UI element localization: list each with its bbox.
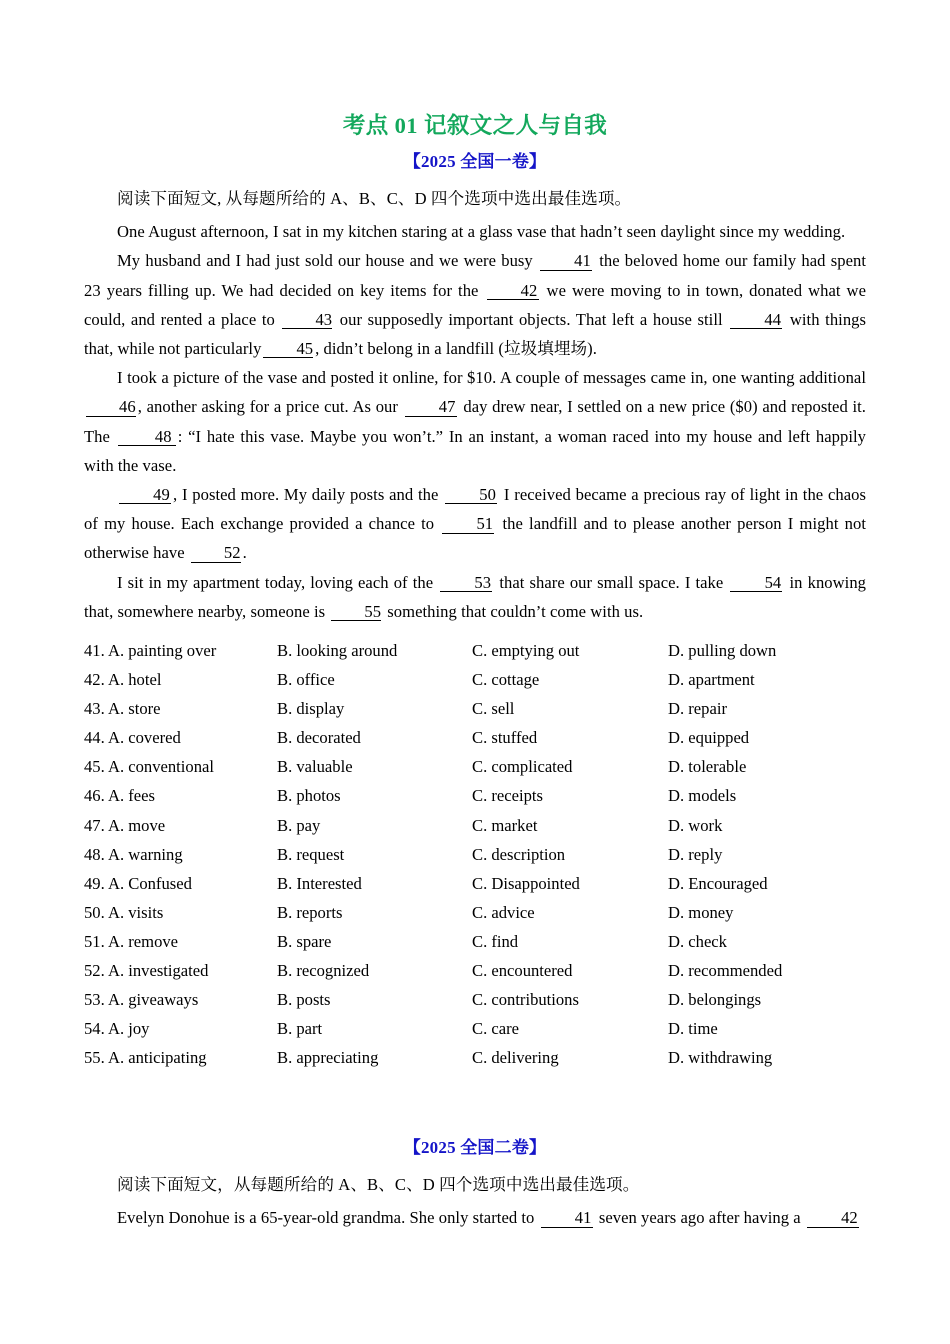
option-b[interactable]: B. pay <box>277 815 321 835</box>
option-a[interactable] <box>84 665 277 694</box>
option-c[interactable]: C. market <box>472 815 538 835</box>
option-a-label: A. anticipating <box>107 1048 207 1068</box>
option-a[interactable] <box>84 781 277 810</box>
option-a[interactable] <box>84 1043 277 1072</box>
option-a-label: A. conventional <box>107 757 214 777</box>
blank-47[interactable]: 47 <box>405 398 457 416</box>
option-a-label: A. joy <box>107 1019 150 1039</box>
section-spacer <box>84 1072 866 1138</box>
passage-paragraph-2 <box>84 246 866 363</box>
option-number: 55. <box>84 1048 105 1068</box>
option-number: 49. <box>84 873 105 893</box>
option-a-label: A. remove <box>107 931 179 951</box>
options-row <box>84 694 866 723</box>
passage-text: in knowing that, somewhere nearby, someone is <box>84 572 867 621</box>
blank-41[interactable]: 41 <box>540 252 592 270</box>
option-d[interactable]: D. Encouraged <box>668 873 768 893</box>
option-c[interactable]: C. contributions <box>472 990 579 1010</box>
option-d[interactable]: D. check <box>668 931 727 951</box>
option-a-label: A. hotel <box>107 670 162 690</box>
option-b[interactable]: B. request <box>277 844 345 864</box>
option-d[interactable]: D. recommended <box>668 960 783 980</box>
options-row <box>84 723 866 752</box>
options-row <box>84 840 866 869</box>
option-number: 48. <box>84 844 105 864</box>
option-b[interactable]: B. part <box>277 1019 323 1039</box>
option-number: 45. <box>84 757 105 777</box>
option-c[interactable]: C. emptying out <box>472 640 580 660</box>
option-b[interactable]: B. appreciating <box>277 1048 379 1068</box>
option-b[interactable]: B. display <box>277 699 345 719</box>
option-c[interactable]: C. receipts <box>472 786 543 806</box>
option-number: 46. <box>84 786 105 806</box>
blank-52[interactable]: 52 <box>191 544 241 562</box>
option-a-label: A. investigated <box>107 960 209 980</box>
options-row <box>84 752 866 781</box>
option-number: 53. <box>84 990 105 1010</box>
options-row <box>84 898 866 927</box>
option-number: 50. <box>84 902 105 922</box>
option-d[interactable]: D. repair <box>668 699 727 719</box>
option-number: 54. <box>84 1019 105 1039</box>
passage-text: with things that, while not particularly <box>84 309 867 358</box>
option-c[interactable]: C. advice <box>472 902 535 922</box>
option-d[interactable]: D. withdrawing <box>668 1048 773 1068</box>
passage-text: , I posted more. My daily posts and the <box>173 484 439 504</box>
options-row <box>84 927 866 956</box>
document-content <box>84 0 866 1233</box>
option-d[interactable]: D. pulling down <box>668 640 777 660</box>
passage-text: Evelyn Donohue is a 65-year-old grandma. She only started to <box>117 1208 535 1228</box>
option-c[interactable]: C. sell <box>472 699 515 719</box>
option-a[interactable] <box>84 811 277 840</box>
option-c[interactable]: C. find <box>472 931 519 951</box>
blank-49[interactable]: 49 <box>119 486 171 504</box>
option-b[interactable]: B. valuable <box>277 757 353 777</box>
option-a-label: A. covered <box>107 728 181 748</box>
option-c[interactable]: C. delivering <box>472 1048 559 1068</box>
passage-text: , another asking for a price cut. As our <box>137 397 398 417</box>
option-a-label: A. visits <box>107 902 164 922</box>
blank-46[interactable]: 46 <box>86 398 136 416</box>
passage-text: One August afternoon, I sat in my kitchen staring at a glass vase that hadn’t seen daylight since my wedding. <box>117 222 846 242</box>
blank-50[interactable]: 50 <box>445 486 497 504</box>
options-row <box>84 665 866 694</box>
options-row <box>84 636 866 665</box>
options-row <box>84 811 866 840</box>
passage-text: we were moving to in town, donated what we could, and rented a place to <box>84 280 866 329</box>
option-a-label: A. Confused <box>107 873 192 893</box>
option-a[interactable] <box>84 636 277 665</box>
passage-text: our supposedly important objects. That left a house still <box>339 309 723 329</box>
option-a-label: A. store <box>107 699 161 719</box>
option-c[interactable]: C. care <box>472 1019 519 1039</box>
page-title: 考点 01 记叙文之人与自我 <box>342 113 608 138</box>
blank-s2-42[interactable]: 42 <box>807 1209 859 1227</box>
paper-heading-national-paper-2: 【2025 全国二卷】 <box>403 1138 547 1158</box>
option-d[interactable]: D. models <box>668 786 737 806</box>
blank-51[interactable]: 51 <box>442 515 494 533</box>
option-b[interactable]: B. looking around <box>277 640 398 660</box>
options-row <box>84 1014 866 1043</box>
option-b[interactable]: B. photos <box>277 786 341 806</box>
options-list <box>84 626 866 1072</box>
option-a[interactable] <box>84 694 277 723</box>
option-a-label: A. fees <box>107 786 155 806</box>
option-number: 44. <box>84 728 105 748</box>
option-d[interactable]: D. tolerable <box>668 757 747 777</box>
option-a[interactable] <box>84 869 277 898</box>
option-a[interactable] <box>84 752 277 781</box>
options-row <box>84 869 866 898</box>
passage-text: My husband and I had just sold our house and we were busy <box>117 251 533 271</box>
blank-44[interactable]: 44 <box>730 311 782 329</box>
option-number: 42. <box>84 670 105 690</box>
option-a-label: A. painting over <box>107 640 217 660</box>
passage2-paragraph-1 <box>84 1193 866 1232</box>
option-b[interactable]: B. office <box>277 670 335 690</box>
option-c[interactable]: C. Disappointed <box>472 873 580 893</box>
blank-55[interactable]: 55 <box>331 603 381 621</box>
passage-text: I sit in my apartment today, loving each of the <box>117 572 434 592</box>
option-number: 52. <box>84 960 105 980</box>
option-d[interactable]: D. reply <box>668 844 723 864</box>
passage-paragraph-1 <box>84 207 866 246</box>
option-d[interactable]: D. money <box>668 902 734 922</box>
option-a-label: A. warning <box>107 844 183 864</box>
passage-text: , didn’t belong in a landfill (垃圾填埋场). <box>315 338 597 358</box>
option-d[interactable]: D. equipped <box>668 728 750 748</box>
option-a-label: A. giveaways <box>107 990 199 1010</box>
options-row <box>84 1043 866 1072</box>
option-number: 47. <box>84 815 105 835</box>
paper-heading-national-paper-1: 【2025 全国一卷】 <box>403 152 547 172</box>
blank-45[interactable]: 45 <box>263 340 313 358</box>
options-row <box>84 956 866 985</box>
passage-text: . <box>242 543 247 563</box>
option-a[interactable] <box>84 985 277 1014</box>
option-d[interactable]: D. time <box>668 1019 718 1039</box>
option-a[interactable] <box>84 898 277 927</box>
blank-42[interactable]: 42 <box>487 282 539 300</box>
option-c[interactable]: C. cottage <box>472 670 540 690</box>
passage-text: : “I hate this vase. Maybe you won’t.” In an instant, a woman raced into my house and left happily with the vase. <box>84 426 866 475</box>
option-c[interactable]: C. description <box>472 844 566 864</box>
option-c[interactable]: C. stuffed <box>472 728 538 748</box>
passage-text: the beloved home our family had spent 23 years filling up. We had decided on key items for the <box>84 251 867 300</box>
passage-text: the landfill and to please another person I might not otherwise have <box>84 514 866 563</box>
option-b[interactable]: B. decorated <box>277 728 361 748</box>
option-d[interactable]: D. work <box>668 815 723 835</box>
option-a[interactable] <box>84 927 277 956</box>
passage-paragraph-3 <box>84 363 866 480</box>
passage-text: I took a picture of the vase and posted it online, for $10. A couple of messages came in, one wanting additional <box>117 368 866 388</box>
passage-text: I received became a precious ray of light in the chaos of my house. Each exchange provided a chance to <box>84 484 867 534</box>
instruction-text-section2: 阅读下面短文，从每题所给的 A、B、C、D 四个选项中选出最佳选项。 <box>117 1174 640 1194</box>
option-a-label: A. move <box>107 815 166 835</box>
option-number: 43. <box>84 699 105 719</box>
option-b[interactable]: B. spare <box>277 931 332 951</box>
blank-48[interactable]: 48 <box>118 428 176 446</box>
options-row <box>84 781 866 810</box>
blank-53[interactable]: 53 <box>440 574 492 592</box>
option-a[interactable] <box>84 1014 277 1043</box>
option-b[interactable]: B. recognized <box>277 960 370 980</box>
option-number: 51. <box>84 931 105 951</box>
passage-paragraph-5 <box>84 568 866 626</box>
instruction-text-section1: 阅读下面短文, 从每题所给的 A、B、C、D 四个选项中选出最佳选项。 <box>117 188 632 208</box>
options-row <box>84 985 866 1014</box>
option-b[interactable]: B. posts <box>277 990 331 1010</box>
passage-text: day drew near, I settled on a new price ($0) and reposted it. The <box>84 397 866 446</box>
blank-s2-41[interactable]: 41 <box>541 1209 593 1227</box>
blank-54[interactable]: 54 <box>730 574 782 592</box>
passage-text: that share our small space. I take <box>499 572 724 592</box>
option-a[interactable] <box>84 956 277 985</box>
passage-text: seven years ago after having a <box>598 1208 801 1228</box>
option-b[interactable]: B. Interested <box>277 873 362 893</box>
passage-paragraph-4 <box>84 480 866 568</box>
blank-43[interactable]: 43 <box>282 311 332 329</box>
option-b[interactable]: B. reports <box>277 902 343 922</box>
option-c[interactable]: C. complicated <box>472 757 573 777</box>
option-number: 41. <box>84 640 105 660</box>
option-d[interactable]: D. apartment <box>668 670 755 690</box>
option-a[interactable] <box>84 723 277 752</box>
option-d[interactable]: D. belongings <box>668 990 762 1010</box>
option-a[interactable] <box>84 840 277 869</box>
passage-text: something that couldn’t come with us. <box>387 601 644 621</box>
option-c[interactable]: C. encountered <box>472 960 573 980</box>
